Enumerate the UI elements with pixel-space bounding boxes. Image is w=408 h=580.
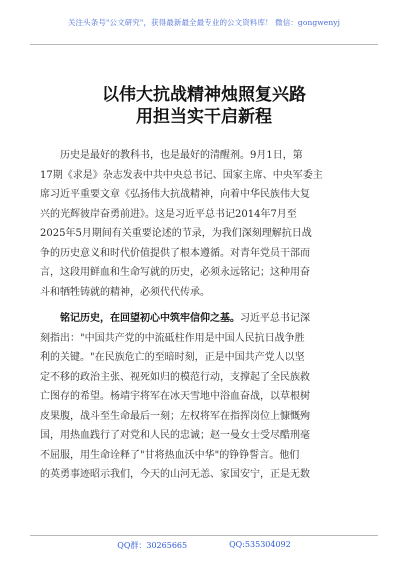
paragraph-gap bbox=[40, 302, 368, 309]
text-line: 皮果腹，战斗至生命最后一刻；左权将军在指挥岗位上慷慨殉 bbox=[40, 410, 310, 422]
text-line: 利的关键。"在民族危亡的至暗时刻，正是中国共产党人以坚 bbox=[40, 352, 305, 363]
document-title bbox=[0, 84, 408, 128]
paragraph-2 bbox=[40, 309, 368, 485]
text-line bbox=[40, 309, 368, 329]
text-line: 亡图存的希望。杨靖宇将军在冰天雪地中浴血奋战，以草根树 bbox=[40, 391, 310, 402]
text-line: 兴的光辉彼岸奋勇前进》。这是习近平总书记2014年7月至 bbox=[40, 208, 297, 220]
title-line-1: 以伟大抗战精神烛照复兴路 bbox=[102, 85, 306, 105]
header-divider bbox=[30, 44, 378, 45]
text-line: 席习近平重要文章《弘扬伟大抗战精神，向着中华民族伟大复 bbox=[40, 189, 310, 200]
paragraph-1 bbox=[40, 146, 368, 302]
text-line: 国，用热血践行了对党和人民的忠诚；赵一曼女士受尽酷刑毫 bbox=[40, 430, 310, 441]
text-line: 2025年5月期间有关重要论述的节录，为我们深刻理解抗日战 bbox=[40, 228, 312, 239]
text-line: 言，这段用鲜血和生命写就的历史，必须永远铭记；这种用奋 bbox=[40, 267, 310, 278]
footer-qq-group: QQ群：30265665 bbox=[117, 541, 188, 550]
footer-qq: QQ:535304092 bbox=[229, 540, 291, 549]
text-line: 定不移的政治主张、视死如归的模范行动，支撑起了全民族救 bbox=[40, 371, 310, 383]
page-footer bbox=[0, 540, 408, 556]
text-line: 斗和牺牲铸就的精神，必须代代传承。 bbox=[40, 286, 210, 298]
text-line: 历史是最好的教科书，也是最好的清醒剂。9月1日，第 bbox=[60, 150, 303, 161]
footer-divider bbox=[30, 535, 378, 536]
text-line: 的英勇事迹昭示我们，今天的山河无恙、家国安宁，正是无数 bbox=[40, 469, 310, 480]
text-line: 刻指出："中国共产党的中流砥柱作用是中国人民抗日战争胜 bbox=[40, 332, 305, 344]
header-promo-text: 关注头条号"公文研究"，获得最新最全最专业的公文资料库！ 微信：gongwenyj bbox=[67, 17, 341, 27]
text-line: 不屈服，用生命诠释了"甘将热血沃中华"的铮铮誓言。他们 bbox=[40, 449, 300, 461]
page-header bbox=[0, 0, 408, 44]
text-line: 争的历史意义和时代价值提供了根本遵循。对青年党员干部而 bbox=[40, 247, 310, 259]
document-body bbox=[40, 146, 368, 485]
paragraph-heading-rest: 习近平总书记深 bbox=[240, 313, 310, 324]
title-line-2: 用担当实干启新程 bbox=[136, 107, 272, 127]
text-line: 17期《求是》杂志发表中共中央总书记、国家主席、中央军委主 bbox=[40, 169, 323, 181]
paragraph-heading: 铭记历史，在回望初心中筑牢信仰之基。 bbox=[60, 313, 240, 324]
